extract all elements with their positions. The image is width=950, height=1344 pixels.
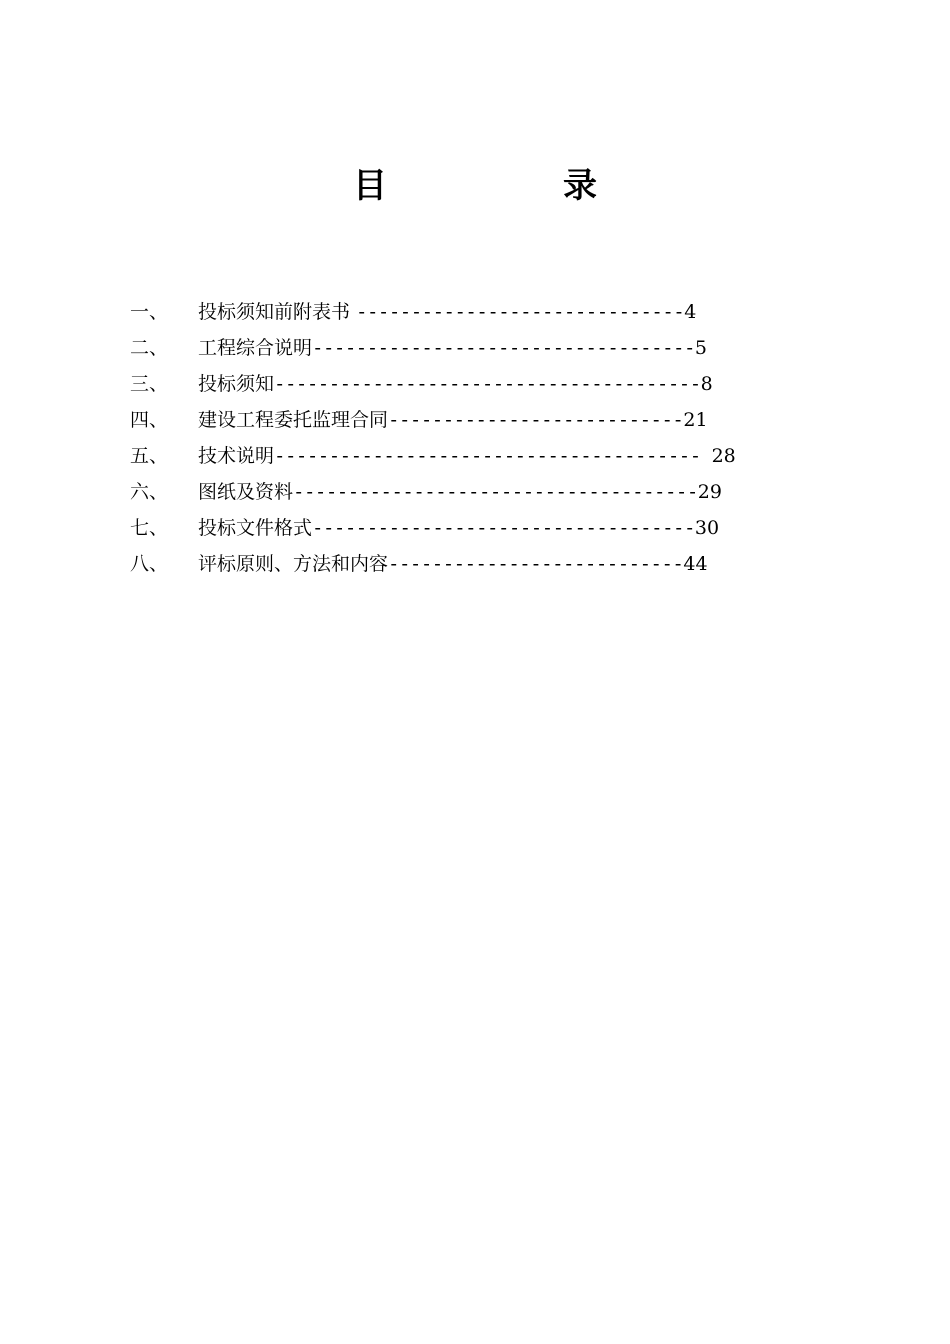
toc-entry-body xyxy=(198,330,707,366)
toc-entry-number: 七、 xyxy=(130,517,169,539)
toc-entry-page: 44 xyxy=(683,553,708,575)
title-char-2: 录 xyxy=(563,166,597,206)
toc-entry-title: 图纸及资料 xyxy=(198,481,294,503)
toc-entry[interactable] xyxy=(130,510,770,546)
toc-entry[interactable] xyxy=(130,330,770,366)
toc-entry-leader: --------------------------------------- xyxy=(274,445,712,467)
toc-entry-number: 八、 xyxy=(130,553,169,575)
toc-entry-number: 二、 xyxy=(130,337,169,359)
toc-entry[interactable] xyxy=(130,546,770,582)
toc-entry-title: 投标文件格式 xyxy=(198,517,313,539)
toc-entry-number: 五、 xyxy=(130,445,169,467)
toc-entry[interactable] xyxy=(130,294,770,330)
toc-entry-page: 28 xyxy=(711,445,736,467)
toc-entry-leader: ----------------------------------- xyxy=(312,337,695,359)
page-title xyxy=(0,162,950,210)
toc-entry-page: 29 xyxy=(697,481,722,503)
toc-entry-page: 8 xyxy=(700,373,713,395)
toc-entry-page: 30 xyxy=(694,517,720,539)
toc-entry-title: 技术说明 xyxy=(198,445,275,467)
toc-entry[interactable] xyxy=(130,402,770,438)
toc-entry-title: 工程综合说明 xyxy=(198,337,313,359)
toc-entry-body xyxy=(198,474,722,510)
toc-entry-body xyxy=(198,366,713,402)
toc-entry-page: 5 xyxy=(694,337,707,359)
toc-entry-leader: --------------------------- xyxy=(388,409,684,431)
toc-entry-number: 一、 xyxy=(130,301,169,323)
table-of-contents xyxy=(130,294,770,582)
title-char-1: 目 xyxy=(353,166,387,206)
toc-entry-title: 投标须知 xyxy=(198,373,275,395)
toc-entry-body xyxy=(198,546,708,582)
toc-entry[interactable] xyxy=(130,366,770,402)
toc-entry-body xyxy=(198,294,696,330)
toc-entry-title: 评标原则、方法和内容 xyxy=(198,553,389,575)
toc-entry-leader: --------------------------------------- xyxy=(274,373,701,395)
toc-entry-leader: ----------------------------------- xyxy=(312,517,695,539)
toc-entry-leader: ------------------------------ xyxy=(356,301,685,323)
toc-entry-title: 建设工程委托监理合同 xyxy=(198,409,389,431)
toc-entry[interactable] xyxy=(130,438,770,474)
toc-entry-leader: ------------------------------------- xyxy=(293,481,698,503)
toc-entry-title: 投标须知前附表书 xyxy=(198,301,357,323)
toc-entry-body xyxy=(198,510,719,546)
toc-entry-body xyxy=(198,402,708,438)
toc-entry-number: 六、 xyxy=(130,481,169,503)
toc-entry-page: 4 xyxy=(684,301,697,323)
toc-entry-number: 三、 xyxy=(130,373,169,395)
toc-entry-leader: --------------------------- xyxy=(388,553,684,575)
toc-entry[interactable] xyxy=(130,474,770,510)
toc-entry-page: 21 xyxy=(683,409,708,431)
toc-entry-body xyxy=(198,438,736,474)
toc-entry-number: 四、 xyxy=(130,409,169,431)
